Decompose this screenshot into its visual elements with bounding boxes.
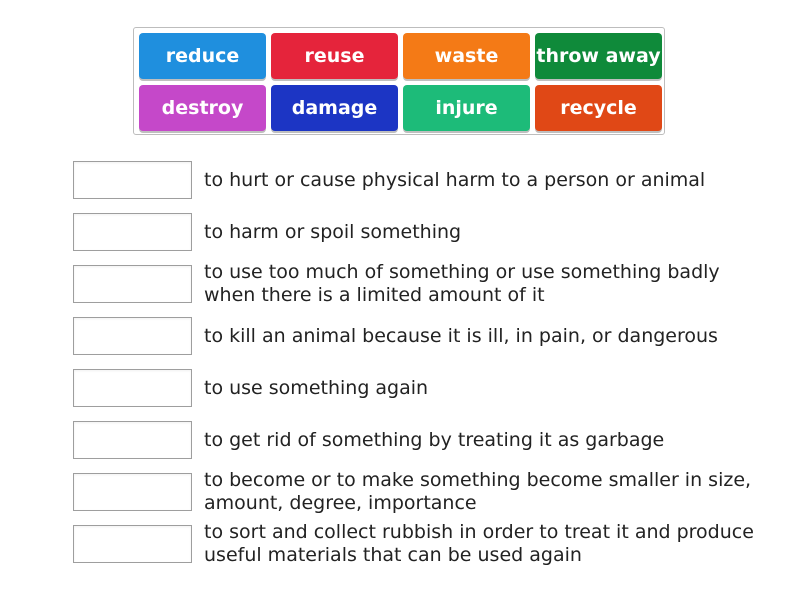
match-row bbox=[73, 213, 753, 253]
definition-text: to become or to make something become smaller in size, amount, degree, importance bbox=[204, 469, 752, 514]
match-row bbox=[73, 317, 753, 357]
definition-text: to get rid of something by treating it as garbage bbox=[204, 428, 665, 451]
definition-text: to use too much of something or use something badly when there is a limited amount of it bbox=[204, 261, 720, 306]
answer-drop-box[interactable] bbox=[73, 265, 192, 303]
answer-drop-box[interactable] bbox=[73, 213, 192, 251]
answer-drop-box[interactable] bbox=[73, 317, 192, 355]
tile-reduce[interactable]: reduce bbox=[139, 33, 266, 79]
match-row bbox=[73, 369, 753, 409]
answer-drop-box[interactable] bbox=[73, 525, 192, 563]
match-row bbox=[73, 469, 753, 514]
answer-drop-box[interactable] bbox=[73, 369, 192, 407]
definition-text: to kill an animal because it is ill, in pain, or dangerous bbox=[204, 324, 718, 347]
word-tile-bank bbox=[133, 27, 665, 135]
tile-destroy[interactable]: destroy bbox=[139, 85, 266, 131]
match-row bbox=[73, 161, 753, 201]
definition-text: to hurt or cause physical harm to a person or animal bbox=[204, 168, 706, 191]
tile-injure[interactable]: injure bbox=[403, 85, 530, 131]
match-row bbox=[73, 261, 753, 306]
match-row bbox=[73, 421, 753, 461]
answer-drop-box[interactable] bbox=[73, 161, 192, 199]
definition-text: to use something again bbox=[204, 376, 429, 399]
answer-drop-box[interactable] bbox=[73, 421, 192, 459]
answer-drop-box[interactable] bbox=[73, 473, 192, 511]
tile-damage[interactable]: damage bbox=[271, 85, 398, 131]
tile-reuse[interactable]: reuse bbox=[271, 33, 398, 79]
definition-text: to harm or spoil something bbox=[204, 220, 462, 243]
match-row bbox=[73, 521, 754, 566]
tile-waste[interactable]: waste bbox=[403, 33, 530, 79]
tile-throw-away[interactable]: throw away bbox=[535, 33, 662, 79]
tile-recycle[interactable]: recycle bbox=[535, 85, 662, 131]
definition-text: to sort and collect rubbish in order to treat it and produce useful materials that can be used again bbox=[204, 521, 754, 566]
